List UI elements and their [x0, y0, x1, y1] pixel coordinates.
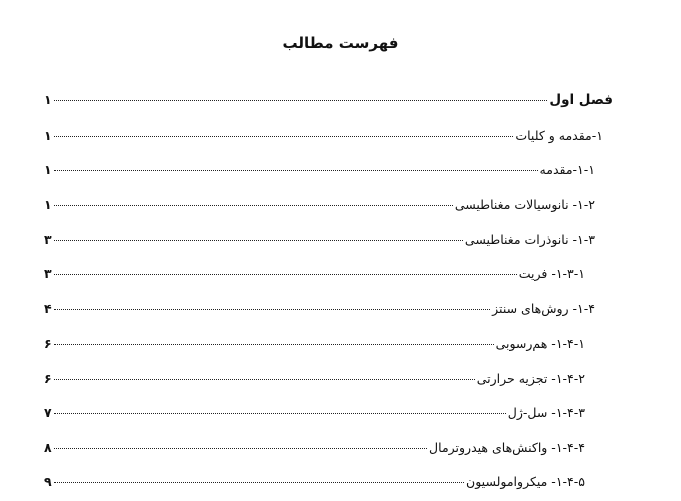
toc-page-number: ۳	[44, 232, 52, 247]
toc-entry[interactable]	[44, 300, 595, 318]
dot-leader	[54, 274, 517, 275]
toc-entry-label: ۱-۴-۲- تجزیه حرارتی	[476, 371, 585, 386]
dot-leader	[54, 100, 547, 101]
dot-leader	[54, 448, 427, 449]
dot-leader	[54, 170, 538, 171]
toc-entry-label: ۱-۳-۱- فریت	[518, 266, 585, 281]
toc-page-number: ۹	[44, 474, 52, 489]
dot-leader	[54, 240, 463, 241]
page-title: فهرست مطالب	[282, 34, 399, 52]
toc-entry[interactable]	[44, 265, 585, 283]
dot-leader	[54, 413, 506, 414]
dot-leader	[54, 309, 490, 310]
toc-entry-label: ۱-۴-۳- سل-ژل	[507, 405, 585, 420]
toc-page-number: ۶	[44, 336, 52, 351]
toc-entry[interactable]	[44, 473, 585, 491]
toc-entry-label: ۱-مقدمه و کلیات	[515, 128, 603, 143]
toc-entry-label: فصل اول	[549, 92, 613, 108]
toc-entry-label: ۱-۴-۴- واکنش‌های هیدروترمال	[429, 440, 585, 455]
toc-entry-label: ۱-۴- روش‌های سنتز	[492, 301, 595, 316]
toc-entry-label: ۱-۴-۵- میکروامولسیون	[466, 474, 585, 489]
toc-entry[interactable]	[44, 335, 585, 353]
dot-leader	[54, 379, 475, 380]
toc-entry[interactable]	[44, 231, 595, 249]
dot-leader	[54, 344, 494, 345]
toc-entry-label: ۱-۴-۱- هم‌رسوبی	[495, 336, 585, 351]
toc-page-number: ۱	[44, 162, 52, 177]
toc-page-number: ۱	[44, 92, 52, 107]
toc-entry[interactable]	[44, 127, 603, 145]
toc-page-number: ۸	[44, 440, 52, 455]
toc-entry[interactable]	[44, 196, 595, 214]
toc-page-number: ۷	[44, 405, 52, 420]
toc-entry[interactable]	[44, 370, 585, 388]
toc-page-number: ۱	[44, 128, 52, 143]
toc-page-number: ۴	[44, 301, 52, 316]
toc-entry[interactable]	[44, 439, 585, 457]
dot-leader	[54, 205, 453, 206]
toc-page-number: ۶	[44, 371, 52, 386]
dot-leader	[54, 136, 513, 137]
toc-entry[interactable]	[44, 91, 613, 109]
toc-page-number: ۳	[44, 266, 52, 281]
dot-leader	[54, 482, 464, 483]
toc-entry-label: ۱-۳- نانوذرات مغناطیسی	[464, 232, 595, 247]
toc-entry-label: ۱-۲- نانوسیالات مغناطیسی	[454, 197, 595, 212]
toc-entry-label: ۱-۱-مقدمه	[539, 162, 595, 177]
toc-page-number: ۱	[44, 197, 52, 212]
toc-entry[interactable]	[44, 161, 595, 179]
toc-entry[interactable]	[44, 404, 585, 422]
